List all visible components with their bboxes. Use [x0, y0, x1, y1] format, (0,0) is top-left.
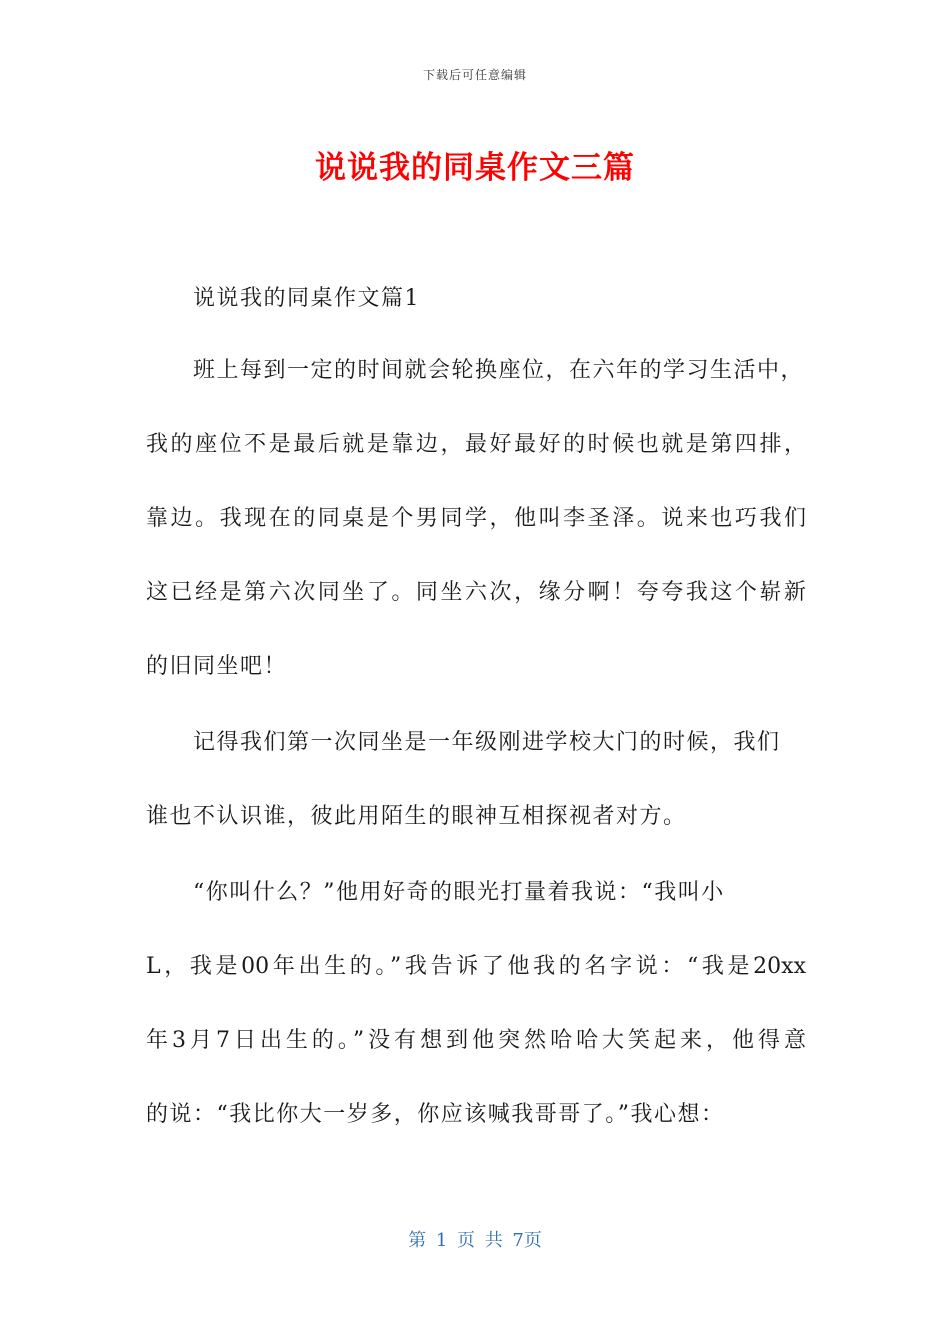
body-line: 我的座位不是最后就是靠边，最好最好的时候也就是第四排， — [146, 432, 806, 457]
page-footer: 第 1 页 共 7页 — [408, 1230, 542, 1251]
body-line: 记得我们第一次同坐是一年级刚进学校大门的时候，我们 — [193, 730, 781, 755]
body-line: L，我是00年出生的。”我告诉了他我的名字说：“我是20xx — [146, 954, 806, 979]
section-heading: 说说我的同桌作文篇1 — [193, 286, 420, 311]
body-line: “你叫什么？”他用好奇的眼光打量着我说：“我叫小 — [193, 880, 725, 905]
body-line: 年3月7日出生的。”没有想到他突然哈哈大笑起来，他得意 — [146, 1028, 806, 1053]
body-line: 谁也不认识谁，彼此用陌生的眼神互相探视者对方。 — [146, 804, 687, 829]
body-line: 班上每到一定的时间就会轮换座位，在六年的学习生活中， — [193, 358, 805, 383]
body-line: 这已经是第六次同坐了。同坐六次，缘分啊！夸夸我这个崭新 — [146, 580, 806, 605]
body-line: 的旧同坐吧！ — [146, 654, 288, 679]
body-line: 的说：“我比你大一岁多，你应该喊我哥哥了。”我心想： — [146, 1102, 725, 1127]
header-note: 下载后可任意编辑 — [422, 68, 527, 82]
document-title: 说说我的同桌作文三篇 — [315, 150, 635, 186]
body-line: 靠边。我现在的同桌是个男同学，他叫李圣泽。说来也巧我们 — [146, 506, 806, 531]
